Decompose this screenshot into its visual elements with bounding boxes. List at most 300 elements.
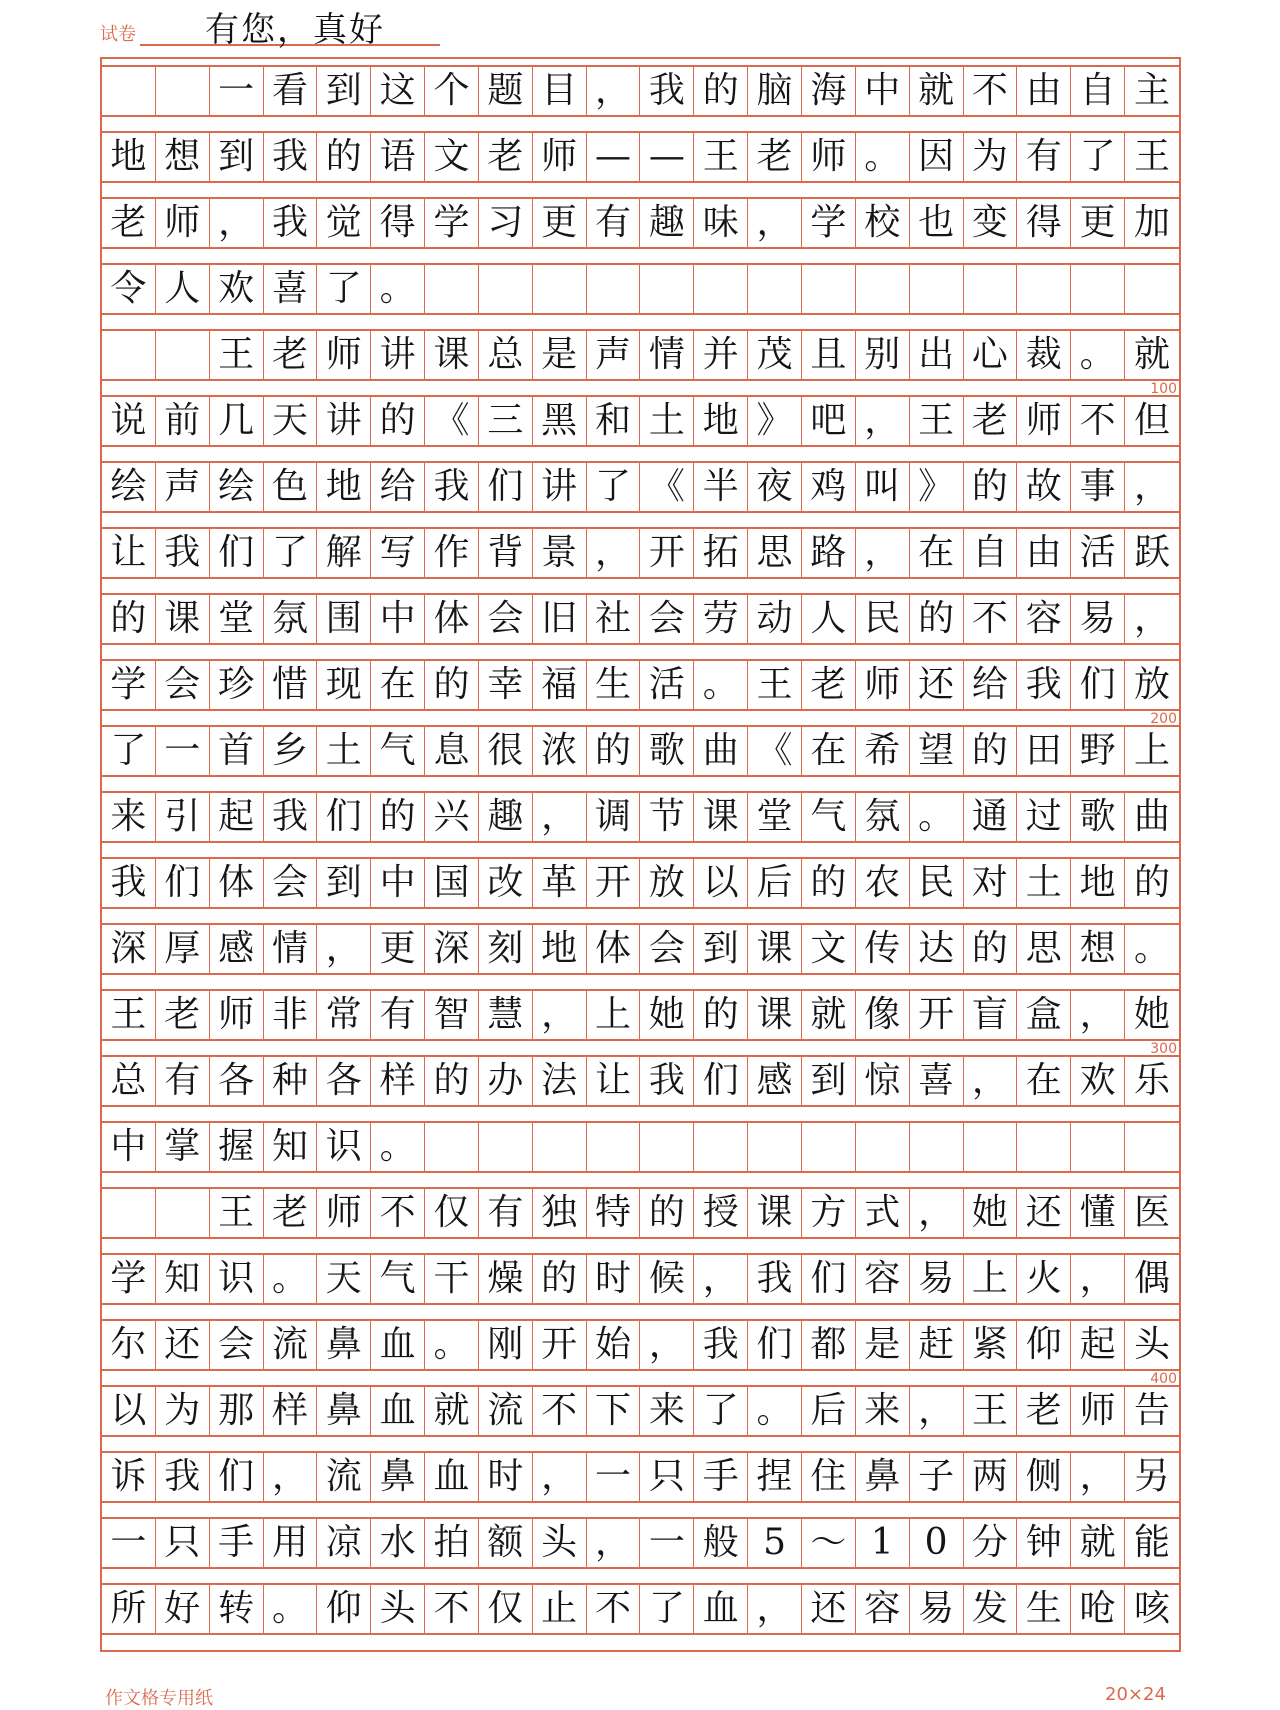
grid-cell: 声: [587, 331, 641, 379]
grid-row: [102, 725, 1179, 777]
grid-cell: 歌: [640, 727, 694, 775]
grid-cell: 课: [156, 595, 210, 643]
grid-cell: 般: [694, 1519, 748, 1567]
grid-cell: 办: [479, 1057, 533, 1105]
grid-cell: 前: [156, 397, 210, 445]
grid-cell: 始: [587, 1321, 641, 1369]
grid-cell: 气: [371, 1255, 425, 1303]
grid-cell: ，: [533, 991, 587, 1039]
grid-cell: 的: [533, 1255, 587, 1303]
word-count-mark: 400: [1150, 1371, 1177, 1387]
grid-cell: 叫: [856, 463, 910, 511]
grid-cell: 还: [1017, 1189, 1071, 1237]
grid-cell: 我: [1017, 661, 1071, 709]
grid-cell: 容: [1017, 595, 1071, 643]
grid-cell: 地: [694, 397, 748, 445]
grid-cell: 体: [210, 859, 264, 907]
grid-cell: [1125, 1123, 1179, 1171]
grid-cell: 旧: [533, 595, 587, 643]
grid-cell: ，: [856, 397, 910, 445]
grid-cell: 样: [371, 1057, 425, 1105]
grid-cell: 得: [371, 199, 425, 247]
grid-cell: 两: [964, 1453, 1018, 1501]
grid-cell: 的: [425, 661, 479, 709]
grid-cell: 心: [964, 331, 1018, 379]
grid-cell: 深: [102, 925, 156, 973]
grid-cell: 歌: [1071, 793, 1125, 841]
grid-cell: 们: [748, 1321, 802, 1369]
grid-cell: 识: [317, 1123, 371, 1171]
grid-cell: 到: [802, 1057, 856, 1105]
grid-cell: 想: [156, 133, 210, 181]
grid-cell: [856, 1123, 910, 1171]
grid-cell: 写: [371, 529, 425, 577]
grid-cell: 起: [1071, 1321, 1125, 1369]
grid-cell: 氛: [856, 793, 910, 841]
grid-cell: 。: [694, 661, 748, 709]
grid-cell: 上: [587, 991, 641, 1039]
grid-cell: 老: [479, 133, 533, 181]
grid-cell: 以: [694, 859, 748, 907]
grid-cell: 还: [156, 1321, 210, 1369]
grid-cell: 的: [317, 133, 371, 181]
grid-cell: 们: [317, 793, 371, 841]
grid-cell: 《: [748, 727, 802, 775]
grid-cell: ，: [1071, 991, 1125, 1039]
grid-cell: 喜: [910, 1057, 964, 1105]
grid-cell: [910, 1123, 964, 1171]
grid-cell: 得: [1017, 199, 1071, 247]
grid-cell: 的: [371, 397, 425, 445]
grid-cell: 中: [371, 595, 425, 643]
grid-cell: 是: [856, 1321, 910, 1369]
grid-row: [102, 1517, 1179, 1569]
grid-cell: 自: [1071, 67, 1125, 115]
grid-cell: 课: [694, 793, 748, 841]
grid-cell: 发: [964, 1585, 1018, 1633]
grid-cell: 止: [533, 1585, 587, 1633]
grid-cell: 脑: [748, 67, 802, 115]
grid-cell: 总: [102, 1057, 156, 1105]
grid-cell: 头: [371, 1585, 425, 1633]
grid-cell: 田: [1017, 727, 1071, 775]
grid-cell: 有: [371, 991, 425, 1039]
grid-cell: 珍: [210, 661, 264, 709]
grid-cell: 王: [210, 331, 264, 379]
grid-cell: 到: [210, 133, 264, 181]
grid-cell: 气: [802, 793, 856, 841]
grid-cell: 厚: [156, 925, 210, 973]
grid-cell: 达: [910, 925, 964, 973]
grid-cell: 仰: [1017, 1321, 1071, 1369]
grid-cell: 会: [640, 595, 694, 643]
grid-cell: 血: [371, 1387, 425, 1435]
grid-cell: 福: [533, 661, 587, 709]
grid-cell: 师: [856, 661, 910, 709]
grid-cell: 手: [210, 1519, 264, 1567]
grid-cell: 中: [371, 859, 425, 907]
grid-cell: 欢: [210, 265, 264, 313]
grid-cell: 觉: [317, 199, 371, 247]
grid-cell: ，: [533, 793, 587, 841]
grid-cell: 色: [264, 463, 318, 511]
grid-cell: 们: [1071, 661, 1125, 709]
grid-cell: 惜: [264, 661, 318, 709]
grid-cell: —: [587, 133, 641, 181]
grid-cell: 易: [910, 1585, 964, 1633]
grid-cell: 们: [694, 1057, 748, 1105]
grid-cell: 对: [964, 859, 1018, 907]
grid-cell: 人: [802, 595, 856, 643]
grid-cell: 就: [1071, 1519, 1125, 1567]
grid-cell: 时: [587, 1255, 641, 1303]
grid-cell: 但: [1133, 400, 1170, 441]
grid-cell: 鼻: [371, 1453, 425, 1501]
grid-cell: 有: [479, 1189, 533, 1237]
grid-cell: [1017, 1123, 1071, 1171]
grid-cell: 的: [694, 67, 748, 115]
grid-cell: 别: [856, 331, 910, 379]
grid-cell: 我: [425, 463, 479, 511]
grid-cell: 课: [748, 925, 802, 973]
grid-cell: 非: [264, 991, 318, 1039]
grid-cell: 的: [587, 727, 641, 775]
grid-cell: 题: [479, 67, 533, 115]
grid-cell: 不: [587, 1585, 641, 1633]
grid-cell: 常: [317, 991, 371, 1039]
grid-cell: 赶: [910, 1321, 964, 1369]
grid-cell: 了: [694, 1387, 748, 1435]
grid-cell: 不: [1071, 397, 1125, 445]
grid-cell: 呛: [1071, 1585, 1125, 1633]
grid-cell: 活: [1071, 529, 1125, 577]
grid-cell: 由: [1017, 529, 1071, 577]
grid-cell: 就: [802, 991, 856, 1039]
grid-cell: 子: [910, 1453, 964, 1501]
grid-cell: [156, 331, 210, 379]
grid-cell: 。: [856, 133, 910, 181]
grid-cell: 开: [910, 991, 964, 1039]
grid-cell: 的: [694, 991, 748, 1039]
grid-cell: 因: [910, 133, 964, 181]
grid-cell: ～: [802, 1519, 856, 1567]
grid-cell: 上: [964, 1255, 1018, 1303]
grid-cell: 会: [264, 859, 318, 907]
grid-cell: 引: [156, 793, 210, 841]
grid-cell: 拓: [694, 529, 748, 577]
grid-cell: 海: [802, 67, 856, 115]
grid-cell: 氛: [264, 595, 318, 643]
grid-cell: 们: [479, 463, 533, 511]
grid-cell: 刚: [479, 1321, 533, 1369]
grid-cell: 学: [102, 1255, 156, 1303]
grid-cell: 还: [802, 1585, 856, 1633]
grid-cell: 老: [802, 661, 856, 709]
grid-cell: 下: [587, 1387, 641, 1435]
grid-cell: 在: [1017, 1057, 1071, 1105]
grid-cell: 老: [264, 1189, 318, 1237]
grid-cell: 通: [964, 793, 1018, 841]
grid-cell: [102, 67, 156, 115]
grid-cell: 头: [1133, 1324, 1170, 1365]
grid-cell: 王: [748, 661, 802, 709]
grid-cell: 调: [587, 793, 641, 841]
grid-cell: 了: [317, 265, 371, 313]
grid-row: [102, 791, 1179, 843]
grid-cell: ，: [910, 1387, 964, 1435]
grid-cell: 她: [964, 1189, 1018, 1237]
grid-cell: 主: [1133, 70, 1170, 111]
grid-cell: 偶: [1133, 1258, 1170, 1299]
grid-cell: 裁: [1017, 331, 1071, 379]
grid-cell: 懂: [1071, 1189, 1125, 1237]
grid-cell: 的: [964, 925, 1018, 973]
grid-cell: 半: [694, 463, 748, 511]
grid-cell: 一: [102, 1519, 156, 1567]
grid-cell: 在: [371, 661, 425, 709]
grid-cell: 来: [640, 1387, 694, 1435]
grid-cell: [856, 265, 910, 313]
grid-row: [102, 1583, 1179, 1635]
grid-cell: 授: [694, 1189, 748, 1237]
grid-cell: 鼻: [317, 1387, 371, 1435]
grid-cell: 惊: [856, 1057, 910, 1105]
grid-cell: 地: [102, 133, 156, 181]
grid-cell: 容: [856, 1585, 910, 1633]
grid-cell: 王: [910, 397, 964, 445]
grid-cell: 解: [317, 529, 371, 577]
grid-cell: 》: [910, 463, 964, 511]
grid-cell: 。: [748, 1387, 802, 1435]
grid-cell: [479, 1123, 533, 1171]
grid-cell: 革: [533, 859, 587, 907]
grid-cell: 看: [264, 67, 318, 115]
grid-cell: 血: [694, 1585, 748, 1633]
grid-cell: ，: [587, 67, 641, 115]
grid-cell: 课: [748, 991, 802, 1039]
grid-cell: 能: [1133, 1522, 1170, 1563]
grid-cell: 开: [587, 859, 641, 907]
grid-cell: 息: [425, 727, 479, 775]
grid-cell: 们: [210, 529, 264, 577]
grid-cell: 不: [371, 1189, 425, 1237]
grid-cell: 鼻: [856, 1453, 910, 1501]
grid-cell: 像: [856, 991, 910, 1039]
grid-cell: 情: [640, 331, 694, 379]
grid-cell: 独: [533, 1189, 587, 1237]
grid-cell: 天: [317, 1255, 371, 1303]
grid-cell: 幸: [479, 661, 533, 709]
grid-cell: 给: [371, 463, 425, 511]
grid-cell: 民: [856, 595, 910, 643]
grid-cell: [102, 331, 156, 379]
grid-cell: 感: [748, 1057, 802, 1105]
grid-cell: 来: [102, 793, 156, 841]
grid-cell: 趣: [479, 793, 533, 841]
grid-cell: 只: [156, 1519, 210, 1567]
grid-cell: 医: [1133, 1192, 1170, 1233]
grid-cell: 变: [964, 199, 1018, 247]
grid-cell: 还: [910, 661, 964, 709]
grid-cell: 易: [910, 1255, 964, 1303]
grid-cell: 不: [964, 67, 1018, 115]
grid-cell: ，: [587, 1519, 641, 1567]
grid-cell: 师: [533, 133, 587, 181]
grid-cell: 并: [694, 331, 748, 379]
grid-cell: 。: [264, 1255, 318, 1303]
grid-cell: 捏: [748, 1453, 802, 1501]
grid-cell: 地: [533, 925, 587, 973]
grid-cell: ，: [964, 1057, 1018, 1105]
grid-cell: ，: [587, 529, 641, 577]
grid-cell: 欢: [1071, 1057, 1125, 1105]
grid-cell: [533, 265, 587, 313]
grid-cell: 故: [1017, 463, 1071, 511]
grid-cell: 们: [156, 859, 210, 907]
grid-cell: 路: [802, 529, 856, 577]
grid-cell: [425, 265, 479, 313]
grid-cell: [802, 265, 856, 313]
grid-cell: 尔: [102, 1321, 156, 1369]
grid-cell: 们: [210, 1453, 264, 1501]
grid-cell: 师: [1071, 1387, 1125, 1435]
grid-cell: ，: [640, 1321, 694, 1369]
grid-cell: 到: [317, 67, 371, 115]
grid-cell: 学: [102, 661, 156, 709]
grid-cell: [964, 265, 1018, 313]
footer-label: 作文格专用纸: [105, 1688, 213, 1709]
grid-cell: 种: [264, 1057, 318, 1105]
grid-size-label: 20×24: [1105, 1684, 1166, 1705]
grid-cell: [640, 1123, 694, 1171]
grid-cell: ，: [264, 1453, 318, 1501]
grid-cell: 吧: [802, 397, 856, 445]
grid-cell: 农: [856, 859, 910, 907]
grid-cell: 1: [856, 1519, 910, 1567]
grid-cell: 师: [1017, 397, 1071, 445]
grid-cell: 事: [1071, 463, 1125, 511]
grid-cell: 方: [802, 1189, 856, 1237]
grid-cell: 样: [264, 1387, 318, 1435]
grid-cell: 兴: [425, 793, 479, 841]
grid-cell: 会: [640, 925, 694, 973]
grid-cell: 拍: [425, 1519, 479, 1567]
grid-cell: 乡: [264, 727, 318, 775]
grid-cell: [587, 1123, 641, 1171]
grid-cell: 时: [479, 1453, 533, 1501]
grid-cell: 习: [479, 199, 533, 247]
grid-cell: 易: [1071, 595, 1125, 643]
grid-cell: 我: [264, 133, 318, 181]
grid-cell: 总: [479, 331, 533, 379]
grid-cell: 在: [910, 529, 964, 577]
grid-cell: 流: [479, 1387, 533, 1435]
grid-cell: 围: [317, 595, 371, 643]
grid-cell: 只: [640, 1453, 694, 1501]
grid-cell: 老: [748, 133, 802, 181]
grid-cell: 老: [264, 331, 318, 379]
grid-cell: 野: [1071, 727, 1125, 775]
grid-row: [102, 65, 1179, 117]
grid-cell: ，: [748, 199, 802, 247]
grid-row: [102, 1121, 1179, 1173]
grid-cell: 民: [910, 859, 964, 907]
grid-cell: 特: [587, 1189, 641, 1237]
grid-cell: 师: [317, 1189, 371, 1237]
grid-cell: 慧: [479, 991, 533, 1039]
grid-cell: 。: [371, 265, 425, 313]
grid-cell: 我: [694, 1321, 748, 1369]
grid-cell: 的: [1133, 862, 1170, 903]
grid-cell: [748, 1123, 802, 1171]
grid-cell: 土: [317, 727, 371, 775]
grid-cell: 放: [640, 859, 694, 907]
grid-cell: 味: [694, 199, 748, 247]
grid-cell: 凉: [317, 1519, 371, 1567]
grid-cell: 到: [694, 925, 748, 973]
grid-cell: 另: [1133, 1456, 1170, 1497]
grid-cell: 生: [1017, 1585, 1071, 1633]
paper-label: 试卷: [100, 24, 136, 45]
grid-cell: 的: [640, 1189, 694, 1237]
grid-cell: 天: [264, 397, 318, 445]
grid-row: [102, 1055, 1179, 1107]
grid-cell: 让: [587, 1057, 641, 1105]
grid-row: [102, 923, 1179, 975]
grid-cell: [425, 1123, 479, 1171]
grid-cell: 好: [156, 1585, 210, 1633]
grid-cell: 后: [802, 1387, 856, 1435]
grid-cell: 改: [479, 859, 533, 907]
grid-cell: 感: [210, 925, 264, 973]
grid-cell: 体: [425, 595, 479, 643]
grid-cell: 出: [910, 331, 964, 379]
grid-cell: 一: [640, 1519, 694, 1567]
grid-cell: 老: [102, 199, 156, 247]
grid-cell: 体: [587, 925, 641, 973]
grid-row: [102, 263, 1179, 315]
grid-cell: 为: [156, 1387, 210, 1435]
grid-cell: [587, 265, 641, 313]
grid-cell: 掌: [156, 1123, 210, 1171]
grid-cell: 文: [425, 133, 479, 181]
grid-cell: 会: [210, 1321, 264, 1369]
grid-cell: 跃: [1133, 532, 1170, 573]
grid-cell: 过: [1017, 793, 1071, 841]
grid-cell: 堂: [748, 793, 802, 841]
grid-cell: ，: [1133, 466, 1170, 507]
grid-row: [102, 1253, 1179, 1305]
word-count-mark: 300: [1150, 1041, 1177, 1057]
grid-cell: 一: [587, 1453, 641, 1501]
grid-cell: 血: [371, 1321, 425, 1369]
grid-cell: ，: [533, 1453, 587, 1501]
grid-cell: 人: [156, 265, 210, 313]
grid-row: [102, 1385, 1179, 1437]
grid-row: [102, 395, 1179, 447]
grid-cell: 学: [802, 199, 856, 247]
grid-cell: 。: [1071, 331, 1125, 379]
grid-row: [102, 1187, 1179, 1239]
grid-cell: 我: [264, 199, 318, 247]
grid-cell: 的: [425, 1057, 479, 1105]
grid-cell: 后: [748, 859, 802, 907]
grid-cell: 绘: [210, 463, 264, 511]
grid-cell: 了: [587, 463, 641, 511]
grid-cell: 转: [210, 1585, 264, 1633]
grid-cell: 也: [910, 199, 964, 247]
grid-cell: 在: [802, 727, 856, 775]
